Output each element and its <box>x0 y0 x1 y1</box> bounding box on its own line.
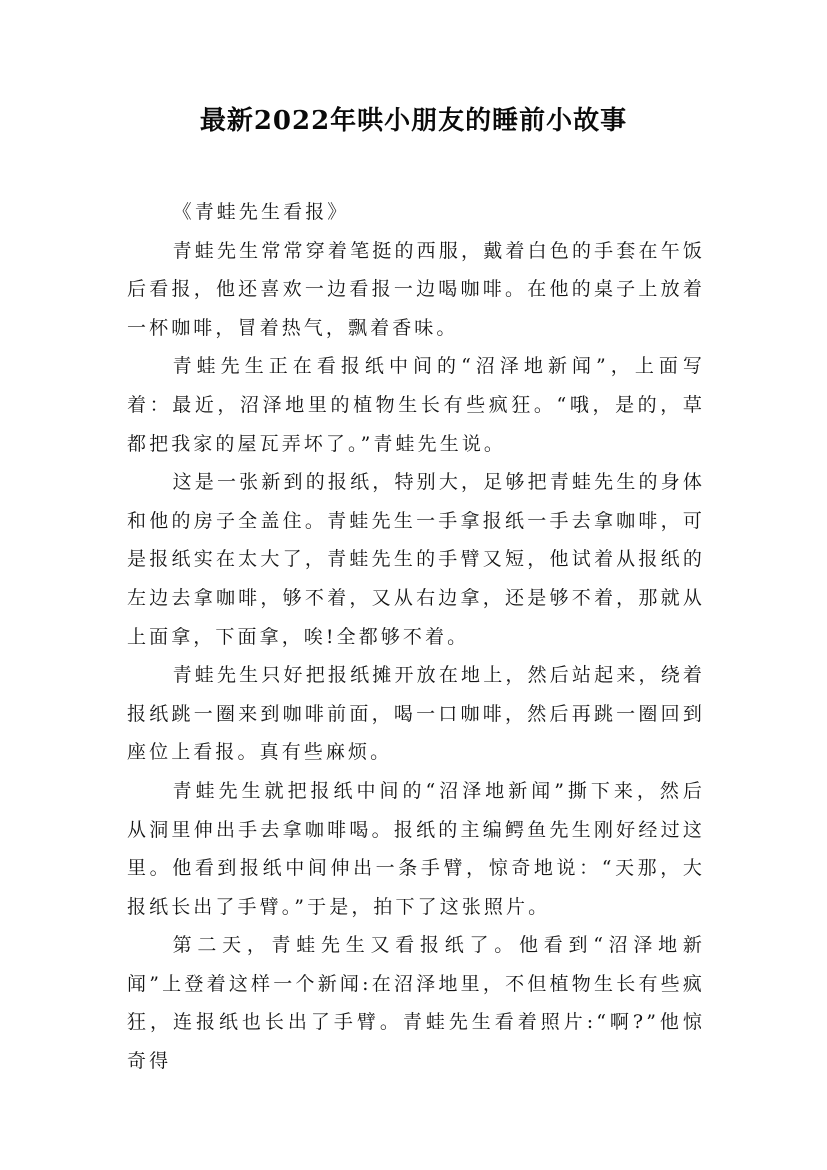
paragraph-2: 青蛙先生正在看报纸中间的“沼泽地新闻”，上面写着：最近，沼泽地里的植物生长有些疯狂。“哦，是的，草都把我家的屋瓦弄坏了。”青蛙先生说。 <box>127 355 705 455</box>
story-title: 《青蛙先生看报》 <box>172 201 350 223</box>
document-title: 最新2022年哄小朋友的睡前小故事 <box>199 106 628 136</box>
paragraph-1: 青蛙先生常常穿着笔挺的西服，戴着白色的手套在午饭后看报，他还喜欢一边看报一边喝咖啡。在他的桌子上放着一杯咖啡，冒着热气，飘着香味。 <box>127 239 705 339</box>
document-body <box>127 193 705 1081</box>
paragraph-6: 第二天，青蛙先生又看报纸了。他看到“沼泽地新闻”上登着这样一个新闻:在沼泽地里，不但植物生长有些疯狂，连报纸也长出了手臂。青蛙先生看着照片:“啊?”他惊奇得 <box>127 934 705 1073</box>
paragraph-3: 这是一张新到的报纸，特别大，足够把青蛙先生的身体和他的房子全盖住。青蛙先生一手拿报纸一手去拿咖啡，可是报纸实在太大了，青蛙先生的手臂又短，他试着从报纸的左边去拿咖啡，够不着，又从右边拿，还是够不着，那就从上面拿，下面拿，唉!全都够不着。 <box>127 471 705 648</box>
paragraph-4: 青蛙先生只好把报纸摊开放在地上，然后站起来，绕着报纸跳一圈来到咖啡前面，喝一口咖啡，然后再跳一圈回到座位上看报。真有些麻烦。 <box>127 664 705 764</box>
paragraph-5: 青蛙先生就把报纸中间的“沼泽地新闻”撕下来，然后从洞里伸出手去拿咖啡喝。报纸的主编鳄鱼先生刚好经过这里。他看到报纸中间伸出一条手臂，惊奇地说：“天那，大报纸长出了手臂。”于是，拍下了这张照片。 <box>127 779 705 918</box>
